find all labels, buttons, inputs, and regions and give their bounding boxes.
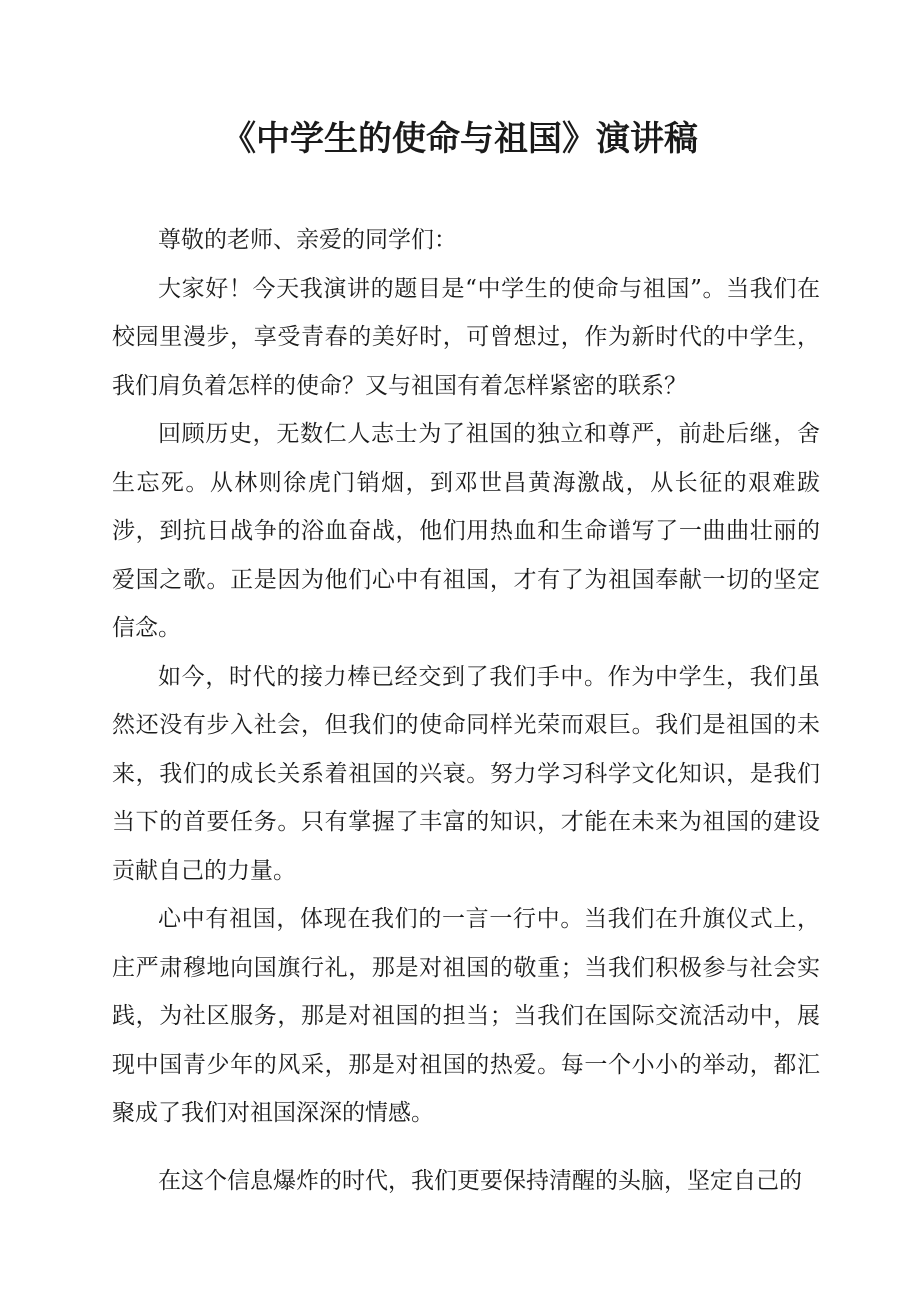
body-paragraph: 在这个信息爆炸的时代，我们更要保持清醒的头脑，坚定自己的 (158, 1167, 802, 1194)
salutation-paragraph: 尊敬的老师、亲爱的同学们： (158, 227, 457, 253)
body-paragraph: 回顾历史，无数仁人志士为了祖国的独立和尊严，前赴后继，舍生忘死。从林则徐虎门销烟，到邓世昌黄海激战，从长征的艰难跋涉，到抗日战争的浴血奋战，他们用热血和生命谱写了一曲曲壮丽的爱国之歌。正是因为他们心中有祖国，才有了为祖国奉献一切的坚定信念。 (112, 421, 820, 641)
body-paragraph: 大家好！今天我演讲的题目是“中学生的使命与祖国”。当我们在校园里漫步，享受青春的美好时，可曾想过，作为新时代的中学生，我们肩负着怎样的使命？又与祖国有着怎样紧密的联系？ (112, 275, 820, 399)
document-title: 《中学生的使命与祖国》演讲稿 (222, 119, 698, 159)
body-paragraph: 如今，时代的接力棒已经交到了我们手中。作为中学生，我们虽然还没有步入社会，但我们的使命同样光荣而艰巨。我们是祖国的未来，我们的成长关系着祖国的兴衰。努力学习科学文化知识，是我们当下的首要任务。只有掌握了丰富的知识，才能在未来为祖国的建设贡献自己的力量。 (112, 663, 820, 884)
document-body (112, 216, 820, 1205)
body-paragraph: 心中有祖国，体现在我们的一言一行中。当我们在升旗仪式上，庄严肃穆地向国旗行礼，那是对祖国的敬重；当我们积极参与社会实践，为社区服务，那是对祖国的担当；当我们在国际交流活动中，展现中国青少年的风采，那是对祖国的热爱。每一个小小的举动，都汇聚成了我们对祖国深深的情感。 (112, 906, 820, 1126)
